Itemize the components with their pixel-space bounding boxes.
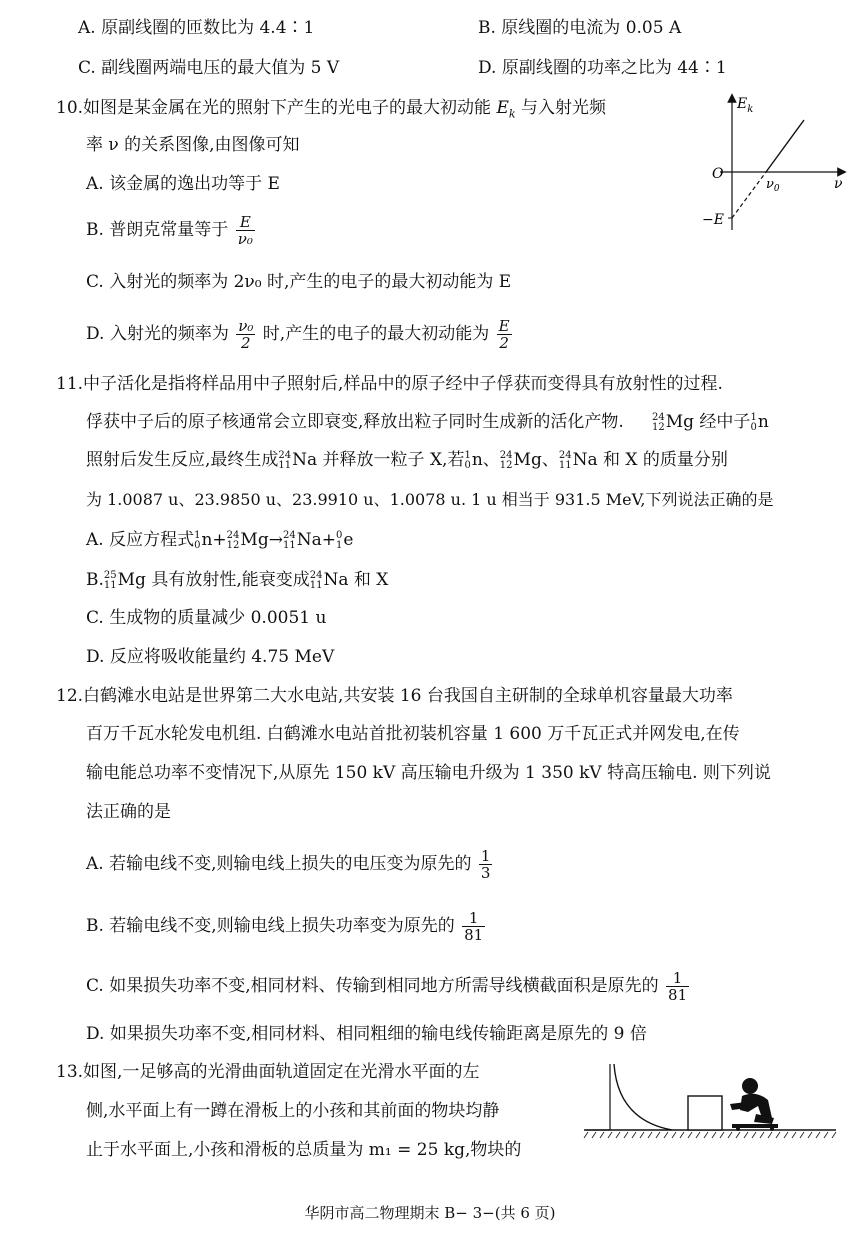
isotope-neutron: 1 0	[194, 529, 201, 551]
fraction-denominator: 2	[241, 334, 251, 352]
q11-option-b-pre: B.	[86, 570, 104, 590]
q12-option-c	[86, 970, 691, 1003]
q11-option-a-n: n+	[201, 530, 227, 550]
isotope-neutron: 1 0	[750, 411, 757, 433]
q11-stem-line3-full	[86, 448, 728, 472]
q11-option-c: C. 生成物的质量减少 0.0051 u	[86, 608, 327, 628]
q12-stem-line3: 输电能总功率不变情况下,从原先 150 kV 高压输电升级为 1 350 kV 特高压输电. 则下列说	[86, 763, 771, 783]
page-footer: 华阴市高二物理期末 B− 3−(共 6 页)	[304, 1204, 556, 1222]
q11-line2-tail	[652, 410, 769, 434]
q10-option-b-fraction	[236, 214, 255, 247]
y-intercept-label: −E	[702, 212, 724, 228]
origin-label: O	[712, 166, 724, 182]
q13-stem-line3: 止于水平面上,小孩和滑板的总质量为 m₁ = 25 kg,物块的	[86, 1140, 522, 1160]
fraction-numerator: 1	[462, 910, 485, 927]
q11-option-b-tail: Na 和 X	[323, 570, 389, 590]
q11-line3-a: 照射后发生反应,最终生成	[86, 450, 279, 470]
q11-stem-line2: 俘获中子后的原子核通常会立即衰变,释放出粒子同时生成新的活化产物.	[86, 412, 624, 432]
q11-option-a-mg: Mg→	[240, 530, 283, 550]
q11-line2-tail-text: Mg 经中子	[665, 412, 751, 432]
q13-number: 13.	[56, 1062, 84, 1082]
q10-option-d-text: D. 入射光的频率为	[86, 324, 229, 344]
q12-option-b-fraction	[462, 910, 485, 943]
child-on-skateboard	[730, 1078, 778, 1131]
isotope-mg24: 24 12	[652, 411, 665, 433]
fraction-denominator: 2	[499, 334, 509, 352]
q12-stem-line1	[56, 684, 733, 708]
fraction-denominator: 81	[464, 926, 484, 944]
q12-number: 12.	[56, 686, 84, 706]
q12-option-b	[86, 910, 487, 943]
q11-line3-b: Na 并释放一粒子 X,若	[292, 450, 465, 470]
q9-option-b: B. 原线圈的电流为 0.05 A	[478, 18, 682, 38]
graph-line-solid	[766, 120, 804, 172]
q11-line3-e: Na 和 X 的质量分别	[572, 450, 728, 470]
curved-surface	[614, 1064, 672, 1130]
q10-option-a: A. 该金属的逸出功等于 E	[86, 174, 280, 194]
q12-option-a-fraction	[479, 848, 493, 881]
q11-option-d: D. 反应将吸收能量约 4.75 MeV	[86, 647, 335, 667]
isotope-neutron: 1 0	[464, 449, 471, 471]
q11-neutron-symbol: n	[757, 412, 769, 432]
q10-stem-line1	[56, 96, 606, 126]
q11-stem-line1	[56, 372, 723, 396]
q10-number: 10.	[56, 98, 84, 118]
isotope-na24: 24 11	[282, 529, 296, 551]
q12-option-c-fraction	[666, 970, 689, 1003]
q11-line3-d: Mg、	[513, 450, 559, 470]
y-axis-label: $E_k$	[737, 96, 754, 115]
graph-line-dashed	[732, 172, 766, 218]
q11-option-a-text: A. 反应方程式	[86, 530, 195, 550]
q10-option-d-mid: 时,产生的电子的最大初动能为	[262, 324, 490, 344]
q10-stem-a: 如图是某金属在光的照射下产生的光电子的最大初动能	[83, 98, 492, 118]
q11-option-b	[86, 568, 388, 592]
fraction-denominator: 3	[480, 864, 491, 882]
block	[688, 1096, 722, 1130]
q11-option-a	[86, 528, 353, 552]
q10-option-d-fraction1	[236, 318, 255, 351]
fraction-numerator: ν₀	[238, 317, 254, 335]
fraction-denominator: 81	[668, 986, 688, 1004]
q11-line1-text: 中子活化是指将样品用中子照射后,样品中的原子经中子俘获而变得具有放射性的过程.	[83, 374, 723, 394]
q12-option-b-text: B. 若输电线不变,则输电线上损失功率变为原先的	[86, 916, 455, 936]
isotope-positron: 0 1	[335, 529, 343, 551]
q10-option-c: C. 入射光的频率为 2ν₀ 时,产生的电子的最大初动能为 E	[86, 272, 512, 292]
q10-option-d-fraction2	[497, 318, 512, 351]
q10-option-b-text: B. 普朗克常量等于	[86, 220, 229, 240]
isotope-mg25: 25 11	[103, 569, 117, 591]
isotope-na24: 24 11	[558, 449, 572, 471]
fraction-numerator: 1	[666, 970, 689, 987]
q11-number: 11.	[56, 374, 84, 394]
q13-line1-text: 如图,一足够高的光滑曲面轨道固定在光滑水平面的左	[83, 1062, 480, 1082]
isotope-na24: 24 11	[278, 449, 292, 471]
fraction-numerator: E	[498, 317, 510, 335]
q9-option-d: D. 原副线圈的功率之比为 44∶1	[478, 58, 727, 78]
q12-option-a	[86, 848, 494, 881]
q10-stem-line2: 率 ν 的关系图像,由图像可知	[86, 135, 300, 155]
q12-option-a-text: A. 若输电线不变,则输电线上损失的电压变为原先的	[86, 854, 472, 874]
q9-option-a: A. 原副线圈的匝数比为 4.4∶1	[78, 18, 315, 38]
q12-option-d: D. 如果损失功率不变,相同材料、相同粗细的输电线传输距离是原先的 9 倍	[86, 1024, 647, 1044]
fraction-numerator: E	[236, 214, 255, 231]
q13-stem-line2: 侧,水平面上有一蹲在滑板上的小孩和其前面的物块均静	[86, 1101, 500, 1121]
q12-stem-line4: 法正确的是	[86, 802, 171, 822]
q11-option-a-e: e	[343, 530, 354, 550]
fraction-denominator: ν₀	[237, 230, 253, 248]
q13-stem-line1	[56, 1060, 479, 1084]
q11-stem-line4: 为 1.0087 u、23.9850 u、23.9910 u、1.0078 u. 1 u 相当于 931.5 MeV,下列说法正确的是	[86, 490, 774, 509]
fraction-numerator: 1	[480, 847, 491, 865]
q12-line1-text: 白鹤滩水电站是世界第二大水电站,共安装 16 台我国自主研制的全球单机容量最大功率	[83, 686, 733, 706]
q10-ek-symbol: $E_k$	[496, 98, 516, 121]
isotope-na24: 24 11	[309, 569, 323, 591]
q13-track-figure	[580, 1060, 840, 1140]
q10-stem-b: 与入射光频	[520, 98, 606, 118]
q10-option-d	[86, 318, 514, 351]
q11-line3-c: n、	[471, 450, 500, 470]
q10-ek-nu-graph	[700, 90, 850, 240]
q11-option-b-mid: Mg 具有放射性,能衰变成	[117, 570, 310, 590]
q12-option-c-text: C. 如果损失功率不变,相同材料、传输到相同地方所需导线横截面积是原先的	[86, 976, 659, 996]
ground-hatch	[584, 1132, 836, 1138]
isotope-mg24: 24 12	[499, 449, 513, 471]
q12-stem-line2: 百万千瓦水轮发电机组. 白鹤滩水电站首批初装机容量 1 600 万千瓦正式并网发电,在传	[86, 724, 740, 744]
q10-option-b	[86, 214, 257, 247]
x-axis-label: ν	[834, 176, 843, 192]
q11-option-a-na: Na+	[296, 530, 336, 550]
isotope-mg24: 24 12	[226, 529, 240, 551]
curved-track	[586, 1064, 610, 1130]
q9-option-c: C. 副线圈两端电压的最大值为 5 V	[78, 58, 340, 78]
x-intercept-label: $\nu_0$	[766, 177, 780, 194]
